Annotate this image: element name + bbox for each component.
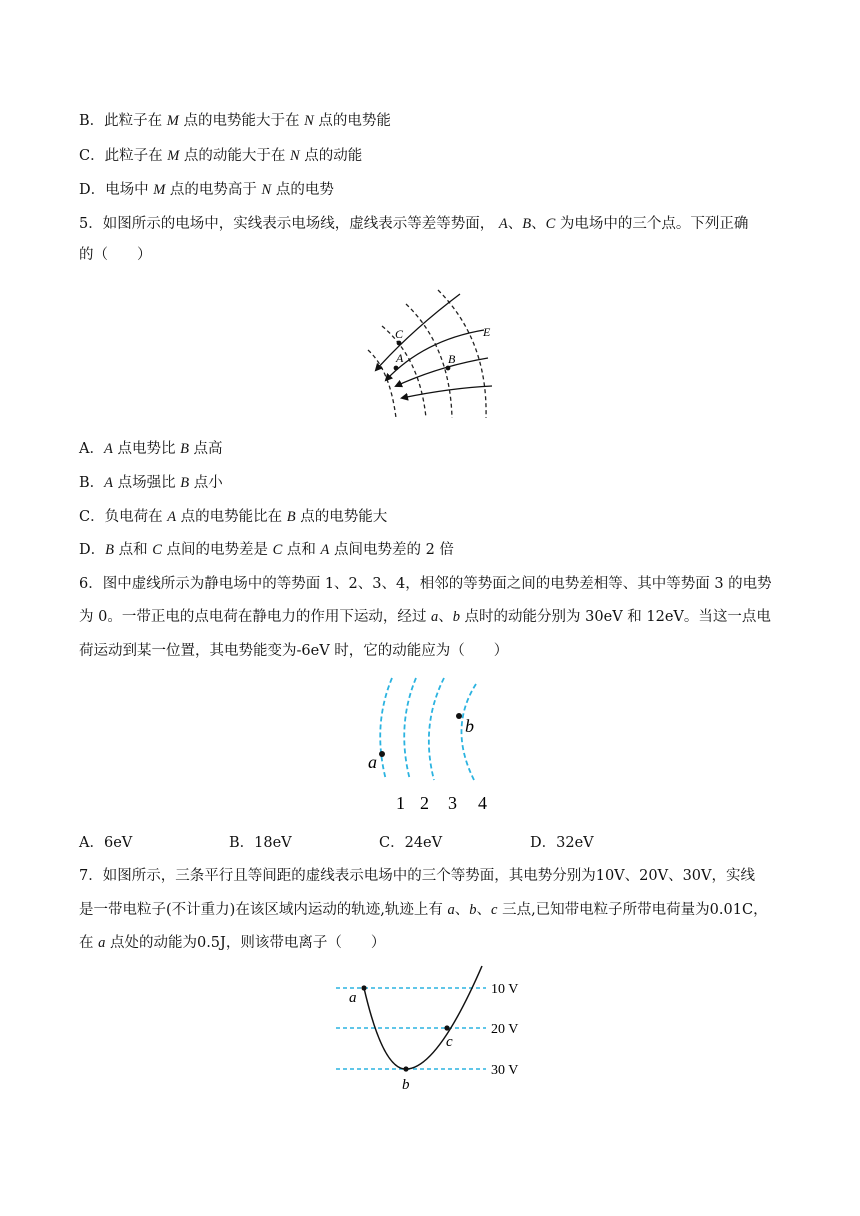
q6-surface-1 [380, 678, 392, 780]
q6-equipotential-figure [360, 672, 510, 818]
q5-point-b [446, 366, 451, 371]
q6-stem-line1: 6．图中虚线所示为静电场中的等势面 1、2、3、4，相邻的等势面之间的电势差相等、其中等势面 3 的电势 [79, 576, 772, 592]
q6-label-1: 1 [396, 793, 405, 813]
q6-label-2: 2 [420, 793, 429, 813]
q7-point-b [403, 1066, 408, 1071]
q7-point-c [444, 1025, 449, 1030]
q5-option-d: D．B 点和 C 点间的电势差是 C 点和 A 点间电势差的 2 倍 [79, 542, 454, 558]
q7-label-30v: 30 V [491, 1063, 519, 1078]
q5-field-line-3 [396, 358, 488, 386]
q7-label-10v: 10 V [491, 982, 519, 997]
q6-stem-line3: 荷运动到某一位置，其电势能变为-6eV 时，它的动能应为（ ） [79, 643, 509, 659]
q6-point-b [456, 713, 462, 719]
q5-label-e: E [483, 325, 491, 339]
q5-equipotential-1 [368, 350, 396, 418]
q7-label-a: a [349, 990, 357, 1006]
q7-stem-line2: 是一带电粒子(不计重力)在该区域内运动的轨迹,轨迹上有 a、b、c 三点,已知带电粒子所带电荷量为0.01C， [79, 902, 768, 918]
q5-stem-line2: 的（ ） [79, 247, 152, 263]
q6-option-d: D．32eV [530, 835, 594, 851]
q7-label-20v: 20 V [491, 1022, 519, 1037]
q4-option-c: C．此粒子在 M 点的动能大于在 N 点的动能 [79, 148, 363, 164]
q6-point-a [379, 751, 385, 757]
q6-surface-3 [429, 678, 444, 780]
q5-point-a [394, 366, 399, 371]
q5-label-a: A [396, 351, 404, 365]
q5-label-c: C [395, 327, 404, 341]
q5-field-line-4 [402, 386, 492, 398]
q5-label-b: B [448, 352, 456, 366]
q5-equipotential-4 [438, 290, 486, 418]
q5-field-figure [360, 288, 500, 424]
q5-option-b: B．A 点场强比 B 点小 [79, 475, 223, 491]
q6-option-b: B．18eV [229, 835, 292, 851]
q4-option-b: B．此粒子在 M 点的电势能大于在 N 点的电势能 [79, 113, 391, 129]
q6-surface-2 [404, 678, 416, 780]
q7-stem-line1: 7．如图所示，三条平行且等间距的虚线表示电场中的三个等势面，其电势分别为10V、20V、30V，实线 [79, 868, 755, 884]
q6-option-a: A．6eV [79, 835, 133, 851]
q6-label-3: 3 [448, 793, 457, 813]
q6-label-a: a [368, 752, 377, 772]
q6-label-b: b [465, 716, 474, 736]
q5-option-c: C．负电荷在 A 点的电势能比在 B 点的电势能大 [79, 509, 388, 525]
q5-option-a: A．A 点电势比 B 点高 [79, 441, 223, 457]
q5-equipotential-3 [406, 304, 452, 418]
q6-option-c: C．24eV [379, 835, 443, 851]
q6-stem-line2: 为 0。一带正电的点电荷在静电力的作用下运动，经过 a、b 点时的动能分别为 30eV 和 12eV。当这一点电 [79, 609, 771, 625]
q5-point-c [397, 341, 402, 346]
q7-label-c: c [446, 1034, 453, 1050]
q6-label-4: 4 [478, 793, 487, 813]
q7-point-a [361, 985, 366, 990]
q7-stem-line3: 在 a 点处的动能为0.5J，则该带电离子（ ） [79, 935, 386, 951]
q5-equipotential-2 [382, 326, 426, 418]
q7-trajectory [364, 966, 482, 1069]
q5-stem-line1: 5．如图所示的电场中，实线表示电场线，虚线表示等差等势面， A、B、C 为电场中的三个点。下列正确 [79, 216, 749, 232]
q7-label-b: b [402, 1077, 410, 1093]
q4-option-d: D．电场中 M 点的电势高于 N 点的电势 [79, 182, 334, 198]
q7-trajectory-figure [330, 962, 530, 1094]
